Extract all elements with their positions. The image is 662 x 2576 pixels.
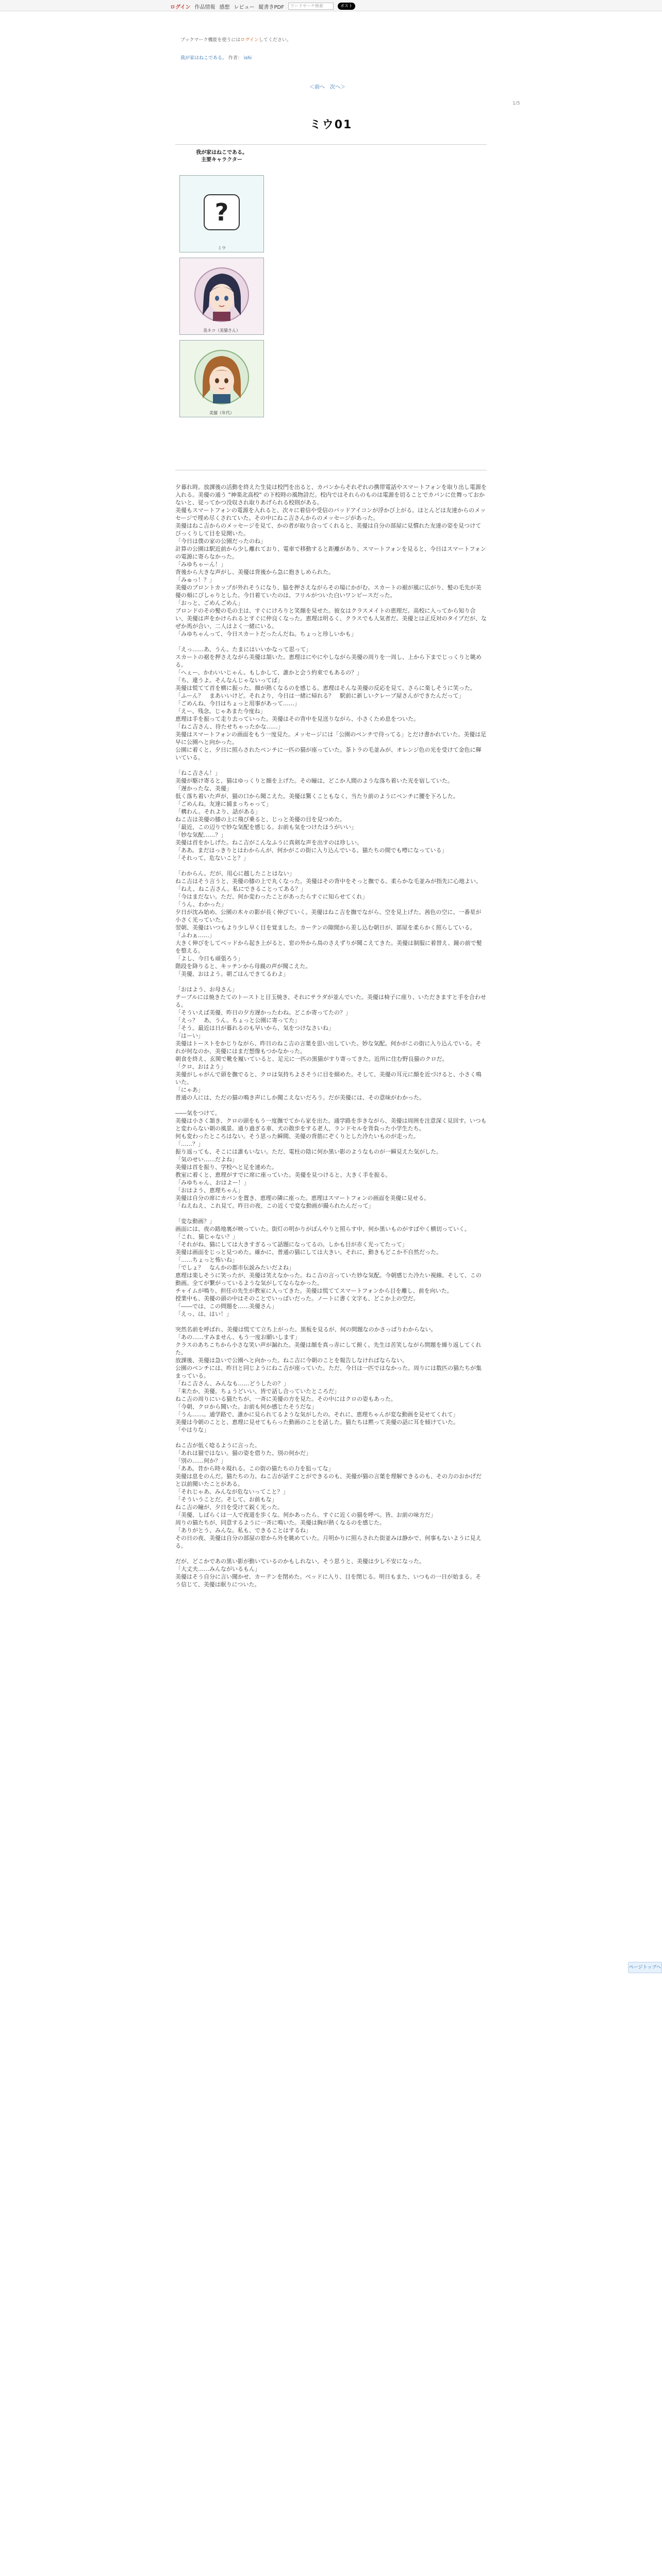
paragraph: 授業中も、美優の頭の中はそのことでいっぱいだった。ノートに書く文字も、どこか上の空だ。 [175,1295,419,1302]
paragraph: 「おっと、ごめんごめん」 [175,600,243,606]
paragraph: 「気のせい……だよね」 [175,1156,238,1163]
paragraph: 「へぇー、かわいいじゃん。もしかして、誰かと会う約束でもあるの？」 [175,669,362,676]
prev-chapter-link[interactable]: ＜前へ [309,84,325,90]
paragraph: だが、どこかであの黒い影が動いているのかもしれない。そう思うと、美優は少し不安になった。 [175,1558,425,1565]
paragraph: 夕日が沈み始め、公園の木々の影が長く伸びていく。美優はねこ吉を撫でながら、空を見上げた。茜色の空に、一番星が小さく光っていた。 [175,909,482,923]
divider [175,144,487,145]
paragraph: 美優は自分の席にカバンを置き、恵理の隣に座った。恵理はスマートフォンの画面を美優に見せる。 [175,1195,430,1201]
paragraph: 「――では、この問題を……美優さん」 [175,1303,277,1310]
paragraph: 「ち、違うよ。そんなんじゃないってば」 [175,677,283,684]
paragraph: 美優もスマートフォンの電源を入れると、次々に着信や受信のバッドアイコンが浮かび上がる。ほとんどは友達からのメッセージで埋め尽くされていた。その中にねこ吉さんからのメッセージがあった。 [175,507,486,521]
paragraph: 「最近、この辺りで妙な気配を感じる。お前も気をつけたほうがいい」 [175,824,357,831]
paragraph: 背後から大きな声がし、美優は背後から急に抱きしめられた。 [175,569,334,575]
paragraph: 突然名前を呼ばれ、美優は慌てて立ち上がった。黒板を見るが、何の問題なのかさっぱりわからない。 [175,1326,437,1333]
paragraph: 恵理は楽しそうに笑ったが、美優は笑えなかった。ねこ吉の言っていた妙な気配。今朝感じた冷たい視線。そして、この動画。全てが繋がっているような気がしてならなかった。 [175,1272,482,1286]
paragraph: 「ねえ、ねこ吉さん。私にできることってある？」 [175,886,307,892]
character-panel [175,149,268,415]
paragraph-gap [175,1550,487,1557]
paragraph: クラスのあちこちから小さな笑い声が漏れた。美優は顔を真っ赤にして俯く。先生は苦笑しながら問題を繰り返してくれた。 [175,1342,482,1356]
series-title-link[interactable]: 我が家はねこである。 [180,56,227,61]
character-card [179,175,264,252]
paragraph: 「大丈夫……みんながいるもん」 [175,1566,260,1572]
paragraph: 「わからん。だが、用心に越したことはない」 [175,870,295,877]
paragraph: 「はーい」 [175,1032,204,1039]
next-chapter-link[interactable]: 次へ＞ [330,84,345,90]
card-picture [180,176,263,249]
paragraph: 「みゆちゃんって、今日スカートだったんだね。ちょっと珍しいかも」 [175,631,357,637]
paragraph: 「おはよう、恵理ちゃん」 [175,1187,243,1194]
author-link[interactable]: ishi [243,56,252,61]
character-portrait-icon [193,349,250,405]
paragraph: 「……？」 [175,1141,204,1147]
notice-prefix: ブックマーク機能を使うには [180,38,241,43]
paragraph-gap [175,1318,487,1326]
paragraph: 「おはよう、お母さん」 [175,986,238,993]
character-caption: ミウ [218,246,226,250]
top-nav [170,2,355,10]
card-picture [180,341,263,414]
paragraph: 「ああ。まだはっきりとはわからんが、何かがこの街に入り込んでいる。猫たちの間でも噂になっている」 [175,847,448,854]
character-card [179,340,264,417]
paragraph: 「えっ？ あ、うん。ちょっと公園に寄ってた」 [175,1017,301,1024]
paragraph: 「美優、しばらくは一人で夜道を歩くな。何かあったら、すぐに近くの猫を呼べ。皆、お前の味方だ」 [175,1512,436,1518]
paragraph: 美優は首をかしげた。ねこ吉がこんなふうに真剣な声を出すのは珍しい。 [175,839,362,846]
paragraph: ねこ吉の瞳が、夕日を受けて鋭く光った。 [175,1504,283,1511]
paragraph: ねこ吉が低く唸るように言った。 [175,1442,260,1449]
paragraph: 「変な動画？」 [175,1218,215,1225]
paragraph: 「えっ、は、はい！」 [175,1311,232,1317]
paragraph-gap [175,1101,487,1109]
paragraph: 「ねこ吉さん！」 [175,770,221,776]
paragraph: 「やはりな」 [175,1427,209,1433]
character-caption: 美ネコ（美猫さん） [203,328,240,333]
paragraph: 「みゅっ！？」 [175,577,215,583]
paragraph: 「ねえねえ、これ見て。昨日の夜、この近くで変な動画が撮られたんだって」 [175,1202,374,1209]
paragraph: 「今朝、クロから聞いた。お前も何か感じたそうだな」 [175,1403,317,1410]
nav-item-review[interactable]: レビュー [234,4,255,10]
paragraph: 「ふーん？ まあいいけど。それより、今日は一緒に帰れる？ 駅前に新しいクレープ屋さんができたんだって」 [175,692,465,699]
paragraph: 美優はトーストをかじりながら、昨日のねこ吉の言葉を思い出していた。妙な気配。何かがこの街に入り込んでいる。それが何なのか、美優にはまだ想像もつかなかった。 [175,1040,482,1055]
paragraph: 「ああ。昔から時々現れる。この街の猫たちの力を狙ってな」 [175,1465,334,1472]
paragraph: 「今はまだない。ただ、何か変わったことがあったらすぐに知らせてくれ」 [175,893,368,900]
paragraph: 美優が駆け寄ると、猫はゆっくりと顔を上げた。その瞳は、どこか人間のような落ち着いた光を宿していた。 [175,777,453,784]
paragraph: ――気をつけて。 [175,1110,221,1116]
paragraph: 振り返っても、そこには誰もいない。ただ、電柱の陰に何か黒い影のようなものが一瞬見えた気がした。 [175,1148,442,1155]
paragraph: 「よし、今日も頑張ろう」 [175,955,243,962]
paragraph: 「でしょ？ なんかの都市伝説みたいだよね」 [175,1264,294,1271]
paragraph: ねこ吉は美優の膝の上に飛び乗ると、じっと美優の目を見つめた。 [175,816,345,823]
bookmark-notice [180,36,291,43]
paragraph: 美優はそう自分に言い聞かせ、カーテンを閉めた。ベッドに入り、目を閉じる。明日もまた、いつもの一日が始まる。そう信じて、美優は眠りについた。 [175,1573,482,1588]
paragraph: 「それじゃあ、みんなが危ないってこと？」 [175,1488,289,1495]
author-label: 作者： [228,56,242,61]
paragraph: 「ごめんね、今日はちょっと用事があって……」 [175,700,300,707]
paragraph: 「えー、残念。じゃあまた今度ね」 [175,708,266,715]
chapter-title: ミウ01 [309,118,353,131]
paragraph: 「えっ……あ、うん。たまにはいいかなって思って」 [175,646,312,653]
paragraph: 「それがね、猫にしては大きすぎるって話題になってるの。しかも目が赤く光ってたって」 [175,1241,408,1248]
paragraph: 「ありがとう、みんな。私も、できることはするね」 [175,1527,311,1534]
paragraph: 美優は首を振り、学校へと足を速めた。 [175,1164,277,1171]
paragraph: 「そう。最近は日が暮れるのも早いから、気をつけなさいね」 [175,1025,334,1031]
paragraph: 「にゃあ」 [175,1087,204,1093]
character-portrait-icon [193,266,250,323]
login-link[interactable]: ログイン [170,4,191,10]
character-panel-heading [175,149,268,164]
paragraph-gap [175,761,487,769]
character-caption: 美猫（年代） [209,411,234,415]
paragraph-gap [175,1434,487,1442]
paragraph: 何も変わったところはない。そう思った瞬間、美優の背筋にぞくりとした冷たいものが走った。 [175,1133,419,1140]
notice-login-link[interactable]: ログイン [240,38,259,43]
paragraph-gap [175,638,487,646]
paragraph: 「みゆちゃん、おはよー！」 [175,1179,250,1186]
paragraph: 普通の人には、ただの猫の鳴き声にしか聞こえないだろう。だが美優には、その意味がわかった。 [175,1094,425,1101]
paragraph-gap [175,862,487,870]
paragraph-gap [175,978,487,986]
paragraph: 「ねこ吉さん、待たせちゃったかな……」 [175,723,284,730]
paragraph: 美優はねこ吉からのメッセージを見て、かの者が取り合ってくれると、美優は自分の部屋に見慣れた友達の姿を見つけてびっくりして目を見開いた。 [175,522,482,537]
paragraph: 「来たか、美優。ちょうどいい、皆で話し合っていたところだ」 [175,1388,340,1395]
paragraph: 階段を降りると、キッチンから母親の声が聞こえた。 [175,963,311,970]
paragraph: 「それって、危ないこと？」 [175,855,249,861]
paragraph: 低く落ち着いた声が、猫の口から聞こえた。美優は驚くこともなく、当たり前のようにベンチに腰を下ろした。 [175,793,459,800]
paragraph: 美優は慌てて首を横に振った。顔が熱くなるのを感じる。恵理はそんな美優の反応を見て、さらに楽しそうに笑った。 [175,685,476,691]
paragraph: 「今日は僕の家の公園だったのね」 [175,538,266,545]
page-number: 1/5 [512,101,520,106]
paragraph: 「……ちょっと怖いね」 [175,1257,238,1263]
top-bar [0,0,662,11]
notice-suffix: してください。 [258,38,291,43]
paragraph: 「別の……何か？」 [175,1458,226,1464]
character-heading-line1: 我が家はねこである。 [196,150,247,156]
paragraph: 「あれは猫ではない。猫の姿を借りた、別の何かだ」 [175,1450,311,1456]
paragraph: 美優のプロントカップが外れそうになり、脇を押さえながらその場にかがむ。スカートの裾が風に広がり、髪の毛先が美優の頬にぴしゃりとした。今日着ていたのは、フリルがついた白いワンピースだった。 [175,584,482,599]
paragraph: 美優は画面をじっと見つめた。確かに、普通の猫にしては大きい。それに、動きもどこか不自然だった。 [175,1249,442,1256]
paragraph: 「クロ、おはよう」 [175,1063,226,1070]
paragraph: 翌朝、美優はいつもより少し早く目を覚ました。カーテンの隙間から差し込む朝日が、部屋を柔らかく照らしている。 [175,924,476,931]
paragraph: 「ごめんね。友達に捕まっちゃって」 [175,801,272,807]
paragraph: その日の夜、美優は自分の部屋の窓から外を眺めていた。月明かりに照らされた街並みは静かで、何事もないように見える。 [175,1535,482,1549]
card-picture [180,258,263,331]
paragraph: 「妙な気配……？」 [175,832,226,838]
page-top-button[interactable]: ページトップへ [628,1962,662,1973]
nav-item-pdf[interactable]: 縦書きPDF [258,4,284,10]
paragraph: ブロンドのその髪の毛の主は、すぐにけろりと笑顔を見せた。彼女はクラスメイトの恵理だ。高校に入ってから知り合い、美優は声をかけられるとすぐに仲良くなった。恵理は明るく、クラスでも人気者だ。美優とは正反対のタイプだが、なぜか馬が合い、二人はよく一緒にいる。 [175,607,487,630]
paragraph: 「みゆちゃーん！」 [175,561,226,568]
paragraph: 朝食を終え、玄関で靴を履いていると、足元に一匹の黒猫がすり寄ってきた。近所に住む野良猫のクロだ。 [175,1056,448,1062]
paragraph: 公園のベンチには、昨日と同じようにねこ吉が座っていた。ただ、今日は一匹ではなかった。周りには数匹の猫たちが集まっている。 [175,1365,482,1379]
paragraph: 公園に着くと、夕日に照らされたベンチに一匹の猫が座っていた。茶トラの毛並みが、オレンジ色の光を受けて金色に輝いている。 [175,747,482,761]
character-card [179,258,264,335]
paragraph: 教室に着くと、恵理がすでに席に座っていた。美優を見つけると、大きく手を振る。 [175,1172,391,1178]
nav-item-info[interactable]: 作品情報 [194,4,216,10]
word-search-input[interactable]: ワードサーチ検索 [288,3,334,10]
paragraph: 美優は息をのんだ。猫たちの力。ねこ吉が話すことができるのも、美優が猫の言葉を理解できるのも、その力のおかげだと以前聞いたことがある。 [175,1473,482,1487]
question-mark-icon: ? [204,194,240,230]
paragraph: チャイムが鳴り、担任の先生が教室に入ってきた。美優は慌ててスマートフォンから目を離し、前を向いた。 [175,1287,453,1294]
paragraph: ねこ吉の周りにいる猫たちが、一斉に美優の方を見た。その中にはクロの姿もあった。 [175,1396,396,1402]
paragraph: 美優がしゃがんで頭を撫でると、クロは気持ちよさそうに目を細めた。そして、美優の耳元に顔を近づけると、小さく鳴いた。 [175,1071,482,1086]
chapter-nav-top [309,82,345,90]
paragraph: 「うん……。通学路で、誰かに見られてるような気がしたの。それに、恵理ちゃんが変な動画を見せてくれて」 [175,1411,459,1418]
paragraph: ねこ吉はそう言うと、美優の膝の上で丸くなった。美優はその背中をそっと撫でる。柔らかな毛並みが指先に心地よい。 [175,878,482,885]
paragraph: 計算の公園は駅近前から少し離れており、電車で移動すると距離があり、スマートフォンを見ると、今日はスマートフォンの電源に寄らなかった。 [175,546,486,560]
nav-item-impressions[interactable]: 感想 [219,4,230,10]
x-post-button[interactable]: ポスト [338,3,355,10]
paragraph: 美優は小さく頷き、クロの頭をもう一度撫でてから家を出た。通学路を歩きながら、美優は周囲を注意深く見回す。いつもと変わらない朝の風景。通り過ぎる車、犬の散歩をする老人、ランドセルを背負った小学生たち。 [175,1117,487,1132]
paragraph: 「ねこ吉さん、みんなも……どうしたの？」 [175,1380,289,1387]
paragraph: 「遅かったな、美優」 [175,785,232,792]
paragraph: 美優は今朝のことと、恵理に見せてもらった動画のことを話した。猫たちは黙って美優の話に耳を傾けていた。 [175,1419,459,1426]
series-line [180,54,252,61]
paragraph: テーブルには焼きたてのトーストと目玉焼き、それにサラダが並んでいた。美優は椅子に座り、いただきますと手を合わせる。 [175,994,486,1008]
paragraph: 画面には、夜の路地裏が映っていた。街灯の明かりがぼんやりと照らす中、何か黒いものがすばやく横切っていく。 [175,1226,470,1232]
paragraph: 美優はスマートフォンの画面をもう一度見た。メッセージには「公園のベンチで待ってる」とだけ書かれていた。美優は足早に公園へと向かった。 [175,731,487,745]
paragraph: 「ふわぁ……」 [175,932,215,939]
paragraph: 「あの……すみません、もう一度お願いします」 [175,1334,301,1341]
paragraph: スカートの裾を押さえながら美優は頷いた。恵理はにやにやしながら美優の周りを一周し、上から下までじっくりと眺める。 [175,654,482,668]
paragraph: 夕暮れ時。放課後の活動を終えた生徒は校門を出ると、カバンからそれぞれの携帯電話やスマートフォンを取り出し電源を入れる。美優の通う "神楽北高校" の下校時の風物詩だ。校内ではそれらのものは電源を切ることでカバンに仕舞っておかないと、従ってかつ没収され取りあげられる校則がある。 [175,484,487,506]
paragraph: 「そういうことだ。そして、お前もな」 [175,1496,277,1503]
paragraph-gap [175,1210,487,1217]
paragraph: 周りの猫たちが、同意するように一斉に鳴いた。美優は胸が熱くなるのを感じた。 [175,1519,385,1526]
paragraph: 「うん、わかった」 [175,901,227,908]
paragraph: 「そういえば美優、昨日の夕方遅かったわね。どこか寄ってたの？」 [175,1009,351,1016]
paragraph: 「美優、おはよう。朝ごはんできてるわよ」 [175,971,289,977]
paragraph: 恵理は手を振って走り去っていった。美優はその背中を見送りながら、小さくため息をついた。 [175,716,419,722]
paragraph: 放課後、美優は急いで公園へと向かった。ねこ吉に今朝のことを報告しなければならない。 [175,1357,408,1364]
paragraph: 大きく伸びをしてベッドから起き上がると、窓の外から鳥のさえずりが聞こえてきた。美優は制服に着替え、鏡の前で髪を整える。 [175,940,482,954]
character-heading-line2: 主要キャラクター [201,157,242,163]
paragraph: 「これ、猫じゃない？」 [175,1233,238,1240]
paragraph: 「構わん。それより、話がある」 [175,808,261,815]
novel-body [175,483,487,1588]
